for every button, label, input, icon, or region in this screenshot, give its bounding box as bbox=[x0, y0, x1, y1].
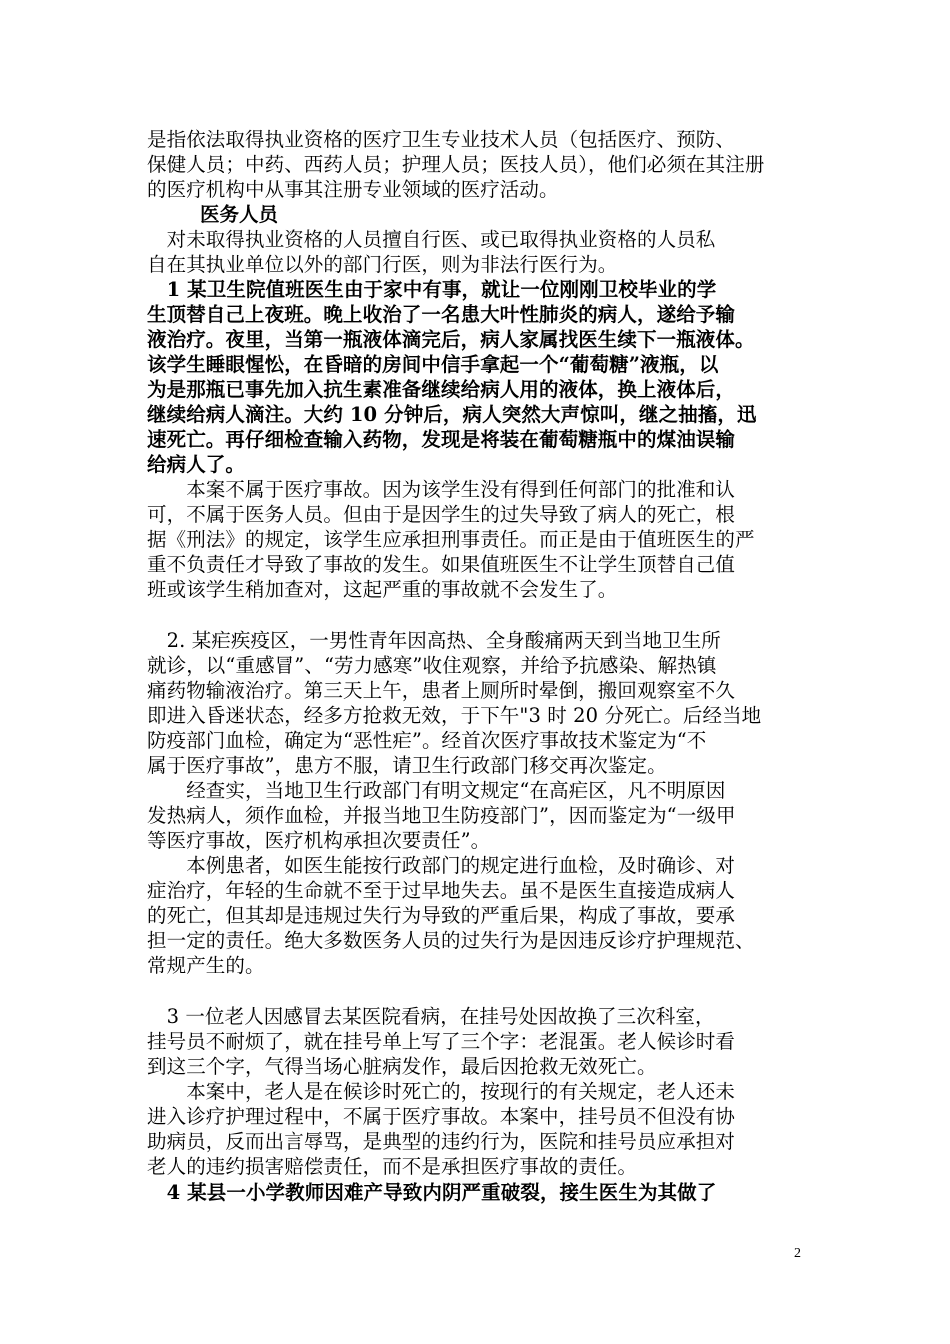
page-number: 2 bbox=[794, 1246, 801, 1261]
text-line: 的医疗机构中从事其注册专业领域的医疗活动。 bbox=[147, 178, 559, 201]
case-3-analysis bbox=[147, 1079, 807, 1179]
case-1-paragraph bbox=[147, 277, 807, 477]
text-line: 速死亡。再仔细检查输入药物，发现是将装在葡萄糖瓶中的煤油误输 bbox=[147, 428, 736, 451]
text-line: 到这三个字，气得当场心脏病发作，最后因抢救无效死亡。 bbox=[147, 1055, 657, 1078]
text-line: 为是那瓶已事先加入抗生素准备继续给病人用的液体，换上液体后， bbox=[147, 378, 736, 401]
text-line: 症治疗，年轻的生命就不至于过早地失去。虽不是医生直接造成病人 bbox=[147, 879, 736, 902]
text-line: 继续给病人滴注。大约 10 分钟后，病人突然大声惊叫，继之抽搐，迅 bbox=[147, 403, 757, 426]
text-line: 发热病人，须作血检，并报当地卫生防疫部门”，因而鉴定为“一级甲 bbox=[147, 804, 736, 827]
illegal-practice-paragraph bbox=[147, 227, 807, 277]
text-line: 助病员，反而出言辱骂，是典型的违约行为，医院和挂号员应承担对 bbox=[147, 1130, 736, 1153]
text-line: 进入诊疗护理过程中，不属于医疗事故。本案中，挂号员不但没有协 bbox=[147, 1105, 736, 1128]
section-heading: 医务人员 bbox=[200, 203, 279, 226]
text-line: 保健人员；中药、西药人员；护理人员；医技人员），他们必须在其注册 bbox=[147, 153, 765, 176]
text-line: 生顶替自己上夜班。晚上收治了一名患大叶性肺炎的病人，遂给予输 bbox=[147, 303, 736, 326]
text-line: 老人的违约损害赔偿责任，而不是承担医疗事故的责任。 bbox=[147, 1155, 638, 1178]
intro-paragraph bbox=[147, 127, 807, 202]
text-line: 本例患者，如医生能按行政部门的规定进行血检，及时确诊、对 bbox=[147, 854, 736, 877]
text-line: 就诊，以“重感冒”、“劳力感寒”收住观察，并给予抗感染、解热镇 bbox=[147, 654, 717, 677]
text-line: 对未取得执业资格的人员擅自行医、或已取得执业资格的人员私 bbox=[147, 228, 716, 251]
text-line: 痛药物输液治疗。第三天上午，患者上厕所时晕倒，搬回观察室不久 bbox=[147, 679, 736, 702]
text-line: 本案中，老人是在候诊时死亡的，按现行的有关规定，老人还未 bbox=[147, 1080, 736, 1103]
case-2-paragraph bbox=[147, 628, 807, 778]
text-line: 据《刑法》的规定，该学生应承担刑事责任。而正是由于值班医生的严 bbox=[147, 528, 755, 551]
case-4-paragraph bbox=[147, 1180, 807, 1205]
case-1-analysis bbox=[147, 477, 807, 602]
case-3-paragraph bbox=[147, 1004, 807, 1079]
text-line: 的死亡，但其却是违规过失行为导致的严重后果，构成了事故，要承 bbox=[147, 904, 736, 927]
text-line: 担一定的责任。绝大多数医务人员的过失行为是因违反诊疗护理规范、 bbox=[147, 929, 755, 952]
text-line: 3 一位老人因感冒去某医院看病，在挂号处因故换了三次科室， bbox=[147, 1005, 715, 1028]
text-line: 防疫部门血检，确定为“恶性疟”。经首次医疗事故技术鉴定为“不 bbox=[147, 729, 707, 752]
text-line: 即进入昏迷状态，经多方抢救无效，于下午"3 时 20 分死亡。后经当地 bbox=[147, 704, 762, 727]
text-line: 2. 某疟疾疫区，一男性青年因高热、全身酸痛两天到当地卫生所 bbox=[147, 629, 721, 652]
text-line: 1 某卫生院值班医生由于家中有事，就让一位刚刚卫校毕业的学 bbox=[147, 278, 717, 301]
case-2-analysis bbox=[147, 853, 807, 978]
text-line: 等医疗事故，医疗机构承担次要责任”。 bbox=[147, 829, 491, 852]
case-2-check bbox=[147, 778, 807, 853]
text-line: 是指依法取得执业资格的医疗卫生专业技术人员（包括医疗、预防、 bbox=[147, 128, 736, 151]
text-line: 可，不属于医务人员。但由于是因学生的过失导致了病人的死亡，根 bbox=[147, 503, 736, 526]
text-line: 给病人了。 bbox=[147, 453, 246, 476]
text-line: 班或该学生稍加查对，这起严重的事故就不会发生了。 bbox=[147, 578, 618, 601]
text-line: 本案不属于医疗事故。因为该学生没有得到任何部门的批准和认 bbox=[147, 478, 736, 501]
text-line: 重不负责任才导致了事故的发生。如果值班医生不让学生顶替自己值 bbox=[147, 553, 736, 576]
text-line: 经查实，当地卫生行政部门有明文规定“在高疟区，凡不明原因 bbox=[147, 779, 726, 802]
text-line: 液治疗。夜里，当第一瓶液体滴完后，病人家属找医生续下一瓶液体。 bbox=[147, 328, 755, 351]
text-line: 自在其执业单位以外的部门行医，则为非法行医行为。 bbox=[147, 253, 618, 276]
text-line: 挂号员不耐烦了，就在挂号单上写了三个字：老混蛋。老人候诊时看 bbox=[147, 1030, 736, 1053]
text-line: 常规产生的。 bbox=[147, 954, 265, 977]
text-line: 属于医疗事故”，患方不服，请卫生行政部门移交再次鉴定。 bbox=[147, 754, 667, 777]
text-line: 该学生睡眼惺忪，在昏暗的房间中信手拿起一个“葡萄糖”液瓶，以 bbox=[147, 353, 719, 376]
text-line: 4 某县一小学教师因难产导致内阴严重破裂，接生医生为其做了 bbox=[147, 1181, 717, 1204]
